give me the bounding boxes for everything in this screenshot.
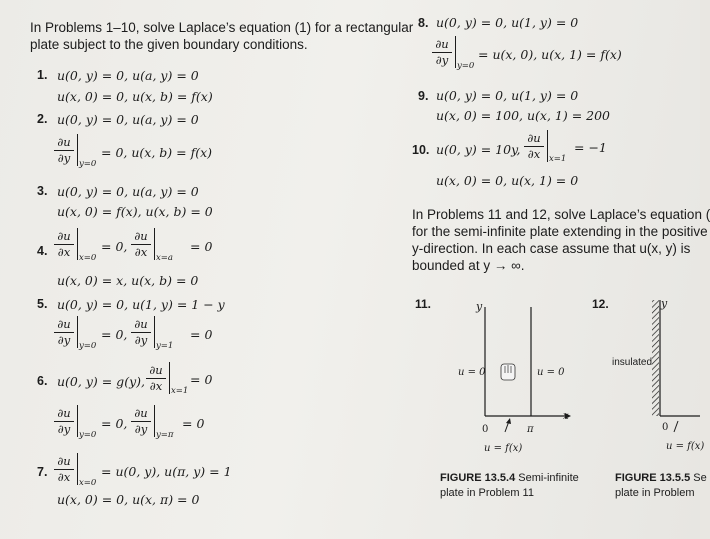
problem-8-denominator: ∂y xyxy=(435,53,449,67)
problem-6-denominator-3: ∂y xyxy=(134,422,148,436)
figure-12-caption-text: Se xyxy=(690,472,707,484)
problem-2-numerator: ∂u xyxy=(57,135,71,149)
problem-4-line-b: u(x, 0) = x, u(x, b) = 0 xyxy=(57,273,199,288)
problem-10-subscript: x=1 xyxy=(549,154,567,164)
figure-12-bottom-bc: u = f(x) xyxy=(666,441,705,452)
problem-5-denominator-1: ∂y xyxy=(57,333,71,347)
evaluation-bar xyxy=(154,228,155,260)
problem-5-derivative-2 xyxy=(131,318,151,347)
problem-2-line-a: u(0, y) = 0, u(a, y) = 0 xyxy=(57,112,199,127)
figure-12-pointer xyxy=(674,421,678,432)
figure-11-y-label: y xyxy=(476,300,483,313)
problem-8-derivative xyxy=(432,38,452,67)
figure-12-caption-number: FIGURE 13.5.5 xyxy=(615,472,691,484)
figure-11-caption-line-2: plate in Problem 11 xyxy=(440,487,534,499)
problem-2-number: 2. xyxy=(37,112,48,126)
figure-12-insulated-label: insulated xyxy=(612,357,653,368)
figure-12-caption-line-2: plate in Problem xyxy=(615,487,695,499)
evaluation-bar xyxy=(77,134,78,166)
problem-3-line-a: u(0, y) = 0, u(a, y) = 0 xyxy=(57,184,199,199)
problem-4-subscript-2: x=a xyxy=(156,253,173,263)
figure-11-left-bc: u = 0 xyxy=(458,367,486,378)
evaluation-bar xyxy=(77,316,78,348)
problem-7-derivative xyxy=(54,455,74,484)
problem-7-subscript: x=0 xyxy=(79,478,97,488)
intro2-line-4: bounded at y → ∞. xyxy=(412,258,525,273)
problem-6-numerator-3: ∂u xyxy=(134,406,148,420)
problem-2-subscript: y=0 xyxy=(79,159,97,169)
problem-5-line-a: u(0, y) = 0, u(1, y) = 1 − y xyxy=(57,297,225,312)
figure-11-right-bc: u = 0 xyxy=(537,367,565,378)
problem-7-number: 7. xyxy=(37,465,48,479)
problem-6-middle: = 0, xyxy=(101,416,128,431)
evaluation-bar xyxy=(77,405,78,437)
problem-5-numerator-1: ∂u xyxy=(57,317,71,331)
problem-6-rest-1: = 0 xyxy=(190,372,213,387)
figure-12-y-label: y xyxy=(661,297,668,310)
problem-6-subscript-2: y=0 xyxy=(79,430,97,440)
problem-10-numerator: ∂u xyxy=(527,131,541,145)
problem-9-line-a: u(0, y) = 0, u(1, y) = 0 xyxy=(436,88,579,103)
problem-4-numerator-2: ∂u xyxy=(134,229,148,243)
problem-7-numerator: ∂u xyxy=(57,454,71,468)
problem-6-rest-2: = 0 xyxy=(182,416,205,431)
problem-4-middle: = 0, xyxy=(101,239,128,254)
evaluation-bar xyxy=(154,316,155,348)
problem-4-number: 4. xyxy=(37,244,48,258)
evaluation-bar xyxy=(169,362,170,394)
problem-6-line-a: u(0, y) = g(y), xyxy=(57,374,145,389)
problem-10-line-b: u(x, 0) = 0, u(x, 1) = 0 xyxy=(436,173,579,188)
problem-10-line-a: u(0, y) = 10y, xyxy=(436,142,521,157)
figure-11-caption-line-1 xyxy=(440,471,579,485)
figure-11-origin: 0 xyxy=(482,424,489,435)
problem-4-denominator-1: ∂x xyxy=(57,245,71,259)
problem-7-line-b: u(x, 0) = 0, u(x, π) = 0 xyxy=(57,492,200,507)
problem-1-number: 1. xyxy=(37,68,48,82)
problem-6-denominator-2: ∂y xyxy=(57,422,71,436)
problem-5-derivative-1 xyxy=(54,318,74,347)
figure-11-pi: π xyxy=(527,424,534,435)
evaluation-bar xyxy=(77,228,78,260)
problem-8-number: 8. xyxy=(418,16,429,30)
problem-5-rest: = 0 xyxy=(190,327,213,342)
problem-5-subscript-2: y=1 xyxy=(156,341,174,351)
figure-11-x-label: x xyxy=(563,411,569,422)
evaluation-bar xyxy=(547,130,548,162)
problem-4-numerator-1: ∂u xyxy=(57,229,71,243)
intro2-line-1: In Problems 11 and 12, solve Laplace’s equation ( xyxy=(412,207,710,222)
problem-4-rest: = 0 xyxy=(190,239,213,254)
figure-12-caption-line-1 xyxy=(615,471,707,485)
problem-3-line-b: u(x, 0) = f(x), u(x, b) = 0 xyxy=(57,204,213,219)
problem-8-numerator: ∂u xyxy=(435,37,449,51)
problem-9-line-b: u(x, 0) = 100, u(x, 1) = 200 xyxy=(436,108,611,123)
problem-1-line-b: u(x, 0) = 0, u(x, b) = f(x) xyxy=(57,89,213,104)
problem-6-derivative-1 xyxy=(146,364,166,393)
problem-5-middle: = 0, xyxy=(101,327,128,342)
figure-12-diagram xyxy=(650,292,700,442)
problem-5-denominator-2: ∂y xyxy=(134,333,148,347)
problem-7-denominator: ∂x xyxy=(57,470,71,484)
problem-4-derivative-2 xyxy=(131,230,151,259)
evaluation-bar xyxy=(154,405,155,437)
figure-11-caption-number: FIGURE 13.5.4 xyxy=(440,472,516,484)
problem-6-derivative-2 xyxy=(54,407,74,436)
figure-11-label: 11. xyxy=(415,297,432,311)
problem-8-line-a: u(0, y) = 0, u(1, y) = 0 xyxy=(436,15,579,30)
problem-9-number: 9. xyxy=(418,89,429,103)
problem-3-number: 3. xyxy=(37,184,48,198)
figure-11-caption-text: Semi-infinite xyxy=(515,472,579,484)
problem-2-derivative xyxy=(54,136,74,165)
figure-12-label: 12. xyxy=(592,297,609,311)
problem-2-line-b: = 0, u(x, b) = f(x) xyxy=(101,145,212,160)
problem-6-number: 6. xyxy=(37,374,48,388)
intro-line-1: In Problems 1–10, solve Laplace’s equation (1) for a rectangular xyxy=(30,20,414,35)
problem-10-derivative xyxy=(524,132,544,161)
hand-cursor-icon xyxy=(501,364,515,380)
problem-5-subscript-1: y=0 xyxy=(79,341,97,351)
problem-6-derivative-3 xyxy=(131,407,151,436)
problem-2-denominator: ∂y xyxy=(57,151,71,165)
problem-6-denominator-1: ∂x xyxy=(149,379,163,393)
problem-6-subscript-3: y=π xyxy=(156,430,174,440)
problem-5-number: 5. xyxy=(37,297,48,311)
problem-6-subscript-1: x=1 xyxy=(171,386,189,396)
figure-12-insulated-wall xyxy=(652,300,659,416)
problem-10-number: 10. xyxy=(412,143,430,157)
evaluation-bar xyxy=(455,36,456,68)
problem-7-line-a: = u(0, y), u(π, y) = 1 xyxy=(101,464,232,479)
intro2-line-3: y-direction. In each case assume that u(x, y) is xyxy=(412,241,691,256)
problem-10-denominator: ∂x xyxy=(527,147,541,161)
intro-line-2: plate subject to the given boundary conditions. xyxy=(30,37,308,52)
figure-12-origin: 0 xyxy=(662,422,669,433)
problem-10-rest: = −1 xyxy=(574,140,607,155)
problem-6-numerator-2: ∂u xyxy=(57,406,71,420)
problem-6-numerator-1: ∂u xyxy=(149,363,163,377)
intro2-line-2: for the semi-infinite plate extending in the positive xyxy=(412,224,708,239)
problem-8-subscript: y=0 xyxy=(457,61,475,71)
problem-4-denominator-2: ∂x xyxy=(134,245,148,259)
problem-5-numerator-2: ∂u xyxy=(134,317,148,331)
problem-8-line-b: = u(x, 0), u(x, 1) = f(x) xyxy=(478,47,622,62)
evaluation-bar xyxy=(77,453,78,485)
problem-4-derivative-1 xyxy=(54,230,74,259)
figure-11-bottom-bc: u = f(x) xyxy=(484,443,523,454)
figure-11-pointer-head xyxy=(506,418,511,424)
problem-4-subscript-1: x=0 xyxy=(79,253,97,263)
problem-1-line-a: u(0, y) = 0, u(a, y) = 0 xyxy=(57,68,199,83)
